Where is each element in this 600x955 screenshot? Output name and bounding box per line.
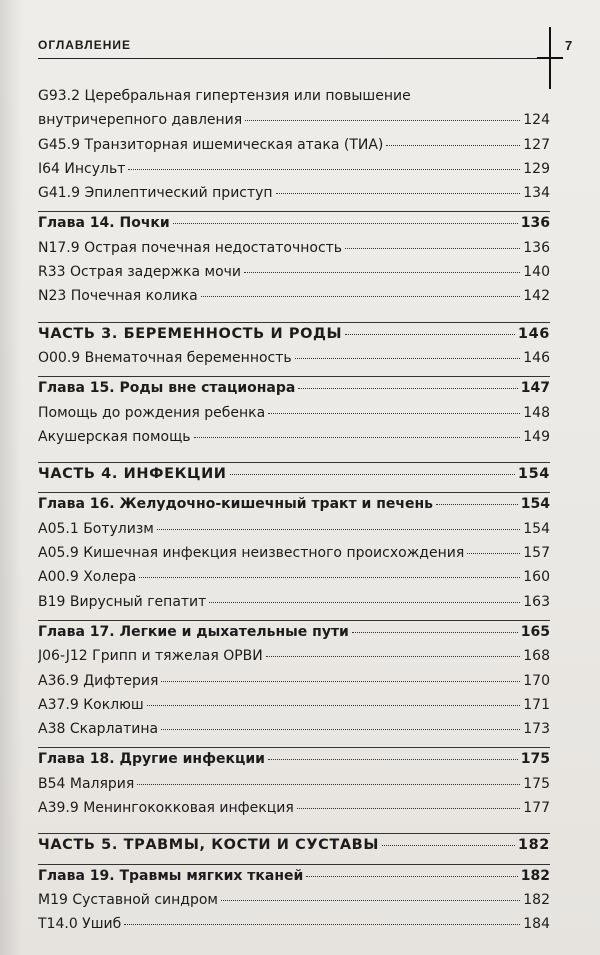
- toc-entry[interactable]: [38, 161, 550, 185]
- dot-leader: [161, 681, 520, 682]
- toc-entry-page: 177: [523, 800, 550, 817]
- toc-entry-title: T14.0 Ушиб: [38, 916, 122, 933]
- toc-chapter[interactable]: [38, 496, 550, 520]
- dot-leader: [244, 272, 520, 273]
- dot-leader: [268, 759, 518, 760]
- section-rule: [38, 620, 550, 621]
- toc-entry-title: Глава 15. Роды вне стационара: [38, 380, 296, 397]
- toc-entry-title: Глава 17. Легкие и дыхательные пути: [38, 623, 349, 640]
- section-rule: [38, 833, 550, 834]
- dot-leader: [276, 193, 521, 194]
- toc-entry-title: внутричерепного давления: [38, 112, 243, 129]
- dot-leader: [295, 358, 521, 359]
- section-rule: [38, 492, 550, 493]
- toc-entry-page: 124: [523, 112, 550, 129]
- section-gap: [38, 824, 550, 831]
- running-header: [38, 38, 558, 60]
- toc-entry-title: ЧАСТЬ 4. ИНФЕКЦИИ: [38, 466, 227, 483]
- toc-entry-page: 182: [523, 891, 550, 908]
- section-rule: [38, 322, 550, 323]
- toc-entry-page: 154: [517, 466, 550, 483]
- toc-entry-title: N17.9 Острая почечная недостаточность: [38, 239, 343, 256]
- toc-entry-page: 140: [523, 264, 550, 281]
- toc-entry[interactable]: [38, 697, 550, 721]
- toc-entry[interactable]: [38, 240, 550, 264]
- dot-leader: [147, 705, 521, 706]
- toc-entry[interactable]: [38, 721, 550, 745]
- toc-chapter[interactable]: [38, 215, 550, 239]
- toc-entry[interactable]: [38, 429, 550, 453]
- toc-entry[interactable]: [38, 88, 550, 112]
- toc-entry-page: 171: [523, 696, 550, 713]
- dot-leader: [297, 808, 521, 809]
- toc-entry-title: A37.9 Коклюш: [38, 696, 144, 713]
- toc-entry[interactable]: [38, 673, 550, 697]
- toc-entry-title: ЧАСТЬ 5. ТРАВМЫ, КОСТИ И СУСТАВЫ: [38, 837, 379, 854]
- toc-entry[interactable]: [38, 569, 550, 593]
- section-gap: [38, 453, 550, 460]
- toc-entry[interactable]: [38, 288, 550, 312]
- dot-leader: [245, 120, 520, 121]
- toc-entry-title: ЧАСТЬ 3. БЕРЕМЕННОСТЬ И РОДЫ: [38, 325, 343, 342]
- toc-entry-page: 134: [523, 185, 550, 202]
- toc-entry[interactable]: [38, 892, 550, 916]
- toc-entry[interactable]: [38, 776, 550, 800]
- toc-chapter[interactable]: [38, 868, 550, 892]
- toc-entry[interactable]: [38, 185, 550, 209]
- table-of-contents: [38, 88, 550, 941]
- toc-entry[interactable]: [38, 137, 550, 161]
- dot-leader: [345, 334, 515, 335]
- toc-entry[interactable]: [38, 112, 550, 136]
- toc-entry-title: Глава 19. Травмы мягких тканей: [38, 867, 304, 884]
- toc-entry-page: 148: [523, 404, 550, 421]
- toc-entry-page: 175: [523, 775, 550, 792]
- toc-entry-page: 146: [517, 325, 550, 342]
- dot-leader: [194, 437, 521, 438]
- section-rule: [38, 864, 550, 865]
- toc-entry-title: B19 Вирусный гепатит: [38, 593, 207, 610]
- toc-chapter[interactable]: [38, 751, 550, 775]
- toc-entry-page: 168: [523, 648, 550, 665]
- toc-entry-page: 142: [523, 288, 550, 305]
- toc-entry-title: R33 Острая задержка мочи: [38, 264, 241, 281]
- toc-entry[interactable]: [38, 350, 550, 374]
- dot-leader: [268, 413, 520, 414]
- toc-entry-page: 136: [523, 239, 550, 256]
- toc-entry-title: Глава 16. Желудочно-кишечный тракт и печень: [38, 496, 433, 513]
- toc-entry-title: M19 Суставной синдром: [38, 891, 218, 908]
- toc-entry-title: Помощь до рождения ребенка: [38, 404, 266, 421]
- toc-entry-page: 175: [520, 751, 550, 768]
- toc-entry-page: 184: [523, 916, 550, 933]
- toc-entry[interactable]: [38, 648, 550, 672]
- dot-leader: [209, 602, 520, 603]
- toc-entry-title: O00.9 Внематочная беременность: [38, 349, 292, 366]
- toc-entry-title: Акушерская помощь: [38, 428, 191, 445]
- toc-entry-page: 160: [523, 569, 550, 586]
- section-rule: [38, 462, 550, 463]
- dot-leader: [161, 729, 520, 730]
- toc-entry-page: 173: [523, 721, 550, 738]
- section-rule: [38, 211, 550, 212]
- toc-entry-page: 170: [523, 672, 550, 689]
- dot-leader: [137, 784, 520, 785]
- page-number: 7: [565, 38, 573, 53]
- toc-entry-title: I64 Инсульт: [38, 160, 126, 177]
- toc-entry-title: A05.9 Кишечная инфекция неизвестного происхождения: [38, 545, 465, 562]
- dot-leader: [467, 553, 520, 554]
- dot-leader: [221, 900, 520, 901]
- toc-entry-page: 127: [523, 136, 550, 153]
- toc-entry-page: 129: [523, 160, 550, 177]
- toc-entry[interactable]: [38, 916, 550, 940]
- dot-leader: [230, 474, 515, 475]
- toc-entry-page: 182: [520, 867, 550, 884]
- toc-entry-title: Глава 18. Другие инфекции: [38, 751, 265, 768]
- section-gap: [38, 313, 550, 320]
- dot-leader: [124, 924, 520, 925]
- toc-entry[interactable]: [38, 405, 550, 429]
- dot-leader: [266, 656, 521, 657]
- toc-entry-page: 165: [520, 623, 550, 640]
- crosshair-mark-icon: [537, 45, 563, 71]
- toc-entry[interactable]: [38, 545, 550, 569]
- toc-entry-title: Глава 14. Почки: [38, 215, 170, 232]
- toc-chapter[interactable]: [38, 380, 550, 404]
- dot-leader: [386, 145, 520, 146]
- toc-entry-page: 154: [520, 496, 550, 513]
- toc-entry-title: A39.9 Менингококковая инфекция: [38, 800, 294, 817]
- dot-leader: [298, 388, 517, 389]
- toc-entry-title: J06-J12 Грипп и тяжелая ОРВИ: [38, 648, 263, 665]
- dot-leader: [352, 632, 518, 633]
- toc-part[interactable]: [38, 326, 550, 350]
- toc-entry-page: 149: [523, 428, 550, 445]
- section-rule: [38, 747, 550, 748]
- toc-entry-page: 146: [523, 349, 550, 366]
- toc-entry-page: 154: [523, 520, 550, 537]
- toc-entry-title: G45.9 Транзиторная ишемическая атака (ТИА): [38, 136, 384, 153]
- toc-entry-page: 157: [523, 545, 550, 562]
- running-header-title: ОГЛАВЛЕНИЕ: [38, 38, 132, 52]
- dot-leader: [173, 223, 518, 224]
- toc-entry-page: 136: [520, 215, 550, 232]
- toc-part[interactable]: [38, 466, 550, 490]
- dot-leader: [436, 504, 518, 505]
- dot-leader: [139, 577, 520, 578]
- toc-entry-title: A00.9 Холера: [38, 569, 137, 586]
- toc-entry[interactable]: [38, 800, 550, 824]
- toc-entry-title: A05.1 Ботулизм: [38, 520, 154, 537]
- dot-leader: [201, 296, 521, 297]
- toc-entry[interactable]: [38, 521, 550, 545]
- toc-entry-title: A38 Скарлатина: [38, 721, 159, 738]
- toc-entry[interactable]: [38, 264, 550, 288]
- toc-entry-page: 182: [517, 837, 550, 854]
- dot-leader: [157, 529, 520, 530]
- dot-leader: [382, 845, 515, 846]
- dot-leader: [128, 169, 520, 170]
- dot-leader: [306, 876, 517, 877]
- section-rule: [38, 376, 550, 377]
- toc-entry-title: B54 Малярия: [38, 775, 135, 792]
- toc-entry-page: 147: [520, 380, 550, 397]
- toc-part[interactable]: [38, 837, 550, 861]
- dot-leader: [345, 248, 520, 249]
- toc-entry-title: G41.9 Эпилептический приступ: [38, 185, 273, 202]
- toc-entry-title: G93.2 Церебральная гипертензия или повышение: [38, 88, 411, 104]
- toc-entry-page: 163: [523, 593, 550, 610]
- toc-entry-title: N23 Почечная колика: [38, 288, 198, 305]
- toc-entry-title: A36.9 Дифтерия: [38, 672, 159, 689]
- header-rule: [38, 58, 548, 59]
- toc-chapter[interactable]: [38, 624, 550, 648]
- toc-entry[interactable]: [38, 594, 550, 618]
